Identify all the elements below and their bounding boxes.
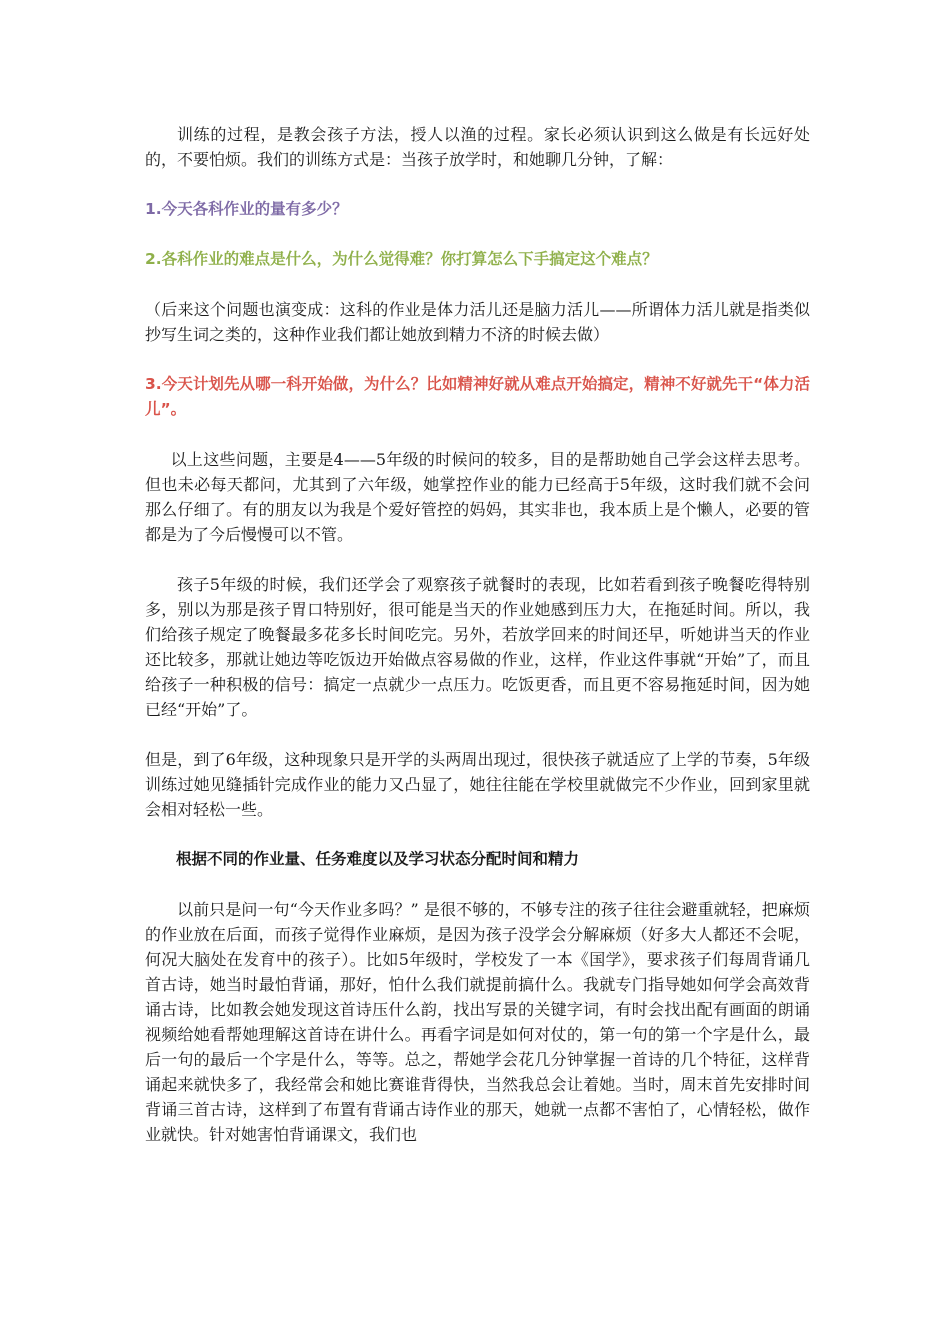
spacer [145, 172, 810, 197]
spacer [145, 272, 810, 297]
spacer [145, 422, 810, 447]
question-2: 2.各科作业的难点是什么，为什么觉得难？你打算怎么下手搞定这个难点？ [145, 250, 658, 268]
paragraph-questions-summary: 以上这些问题，主要是4——5年级的时候问的较多，目的是帮助她自己学会这样去思考。但也未必每天都问，尤其到了六年级，她掌控作业的能力已经高于5年级，这时我们就不会问那么仔细了。有的朋友以为我是个爱好管控的妈妈，其实非也，我本质上是个懒人，必要的管都是为了今后慢慢可以不管。 [145, 450, 810, 544]
document-page [145, 122, 810, 1147]
question-3: 3.今天计划先从哪一科开始做，为什么？比如精神好就从难点开始搞定，精神不好就先干“体力活儿”。 [145, 375, 810, 418]
paragraph-note: （后来这个问题也演变成：这科的作业是体力活儿还是脑力活儿——所谓体力活儿就是指类似抄写生词之类的，这种作业我们都让她放到精力不济的时候去做） [145, 300, 810, 344]
spacer [145, 347, 810, 372]
paragraph-dinner-observation: 孩子5年级的时候，我们还学会了观察孩子就餐时的表现，比如若看到孩子晚餐吃得特别多，别以为那是孩子胃口特别好，很可能是当天的作业她感到压力大，在拖延时间。所以，我们给孩子规定了晚餐最多花多长时间吃完。另外，若放学回来的时间还早，听她讲当天的作业还比较多，那就让她边等吃饭边开始做点容易做的作业，这样，作业这件事就“开始”了，而且给孩子一种积极的信号：搞定一点就少一点压力。吃饭更香，而且更不容易拖延时间，因为她已经“开始”了。 [145, 575, 810, 719]
spacer [145, 822, 810, 847]
question-1: 1.今天各科作业的量有多少？ [145, 200, 348, 218]
spacer [145, 222, 810, 247]
paragraph-grade-6: 但是，到了6年级，这种现象只是开学的头两周出现过，很快孩子就适应了上学的节奏，5年级训练过她见缝插针完成作业的能力又凸显了，她往往能在学校里就做完不少作业，回到家里就会相对轻松一些。 [145, 750, 810, 819]
spacer [145, 872, 810, 897]
section-heading: 根据不同的作业量、任务难度以及学习状态分配时间和精力 [176, 850, 580, 868]
paragraph-training-intro: 训练的过程，是教会孩子方法，授人以渔的过程。家长必须认识到这么做是有长远好处的，不要怕烦。我们的训练方式是：当孩子放学时，和她聊几分钟，了解： [145, 125, 810, 169]
paragraph-time-allocation: 以前只是问一句“今天作业多吗？” 是很不够的，不够专注的孩子往往会避重就轻，把麻烦的作业放在后面，而孩子觉得作业麻烦，是因为孩子没学会分解麻烦（好多大人都还不会呢，何况大脑处在发育中的孩子）。比如5年级时，学校发了一本《国学》，要求孩子们每周背诵几首古诗，她当时最怕背诵，那好，怕什么我们就提前搞什么。我就专门指导她如何学会高效背诵古诗，比如教会她发现这首诗压什么韵，找出写景的关键字词，有时会找出配有画面的朗诵视频给她看帮她理解这首诗在讲什么。再看字词是如何对仗的，第一句的第一个字是什么，最后一句的最后一个字是什么，等等。总之，帮她学会花几分钟掌握一首诗的几个特征，这样背诵起来就快多了，我经常会和她比赛谁背得快，当然我总会让着她。当时，周末首先安排时间背诵三首古诗，这样到了布置有背诵古诗作业的那天，她就一点都不害怕了，心情轻松，做作业就快。针对她害怕背诵课文，我们也 [145, 900, 810, 1144]
spacer [145, 722, 810, 747]
spacer [145, 547, 810, 572]
